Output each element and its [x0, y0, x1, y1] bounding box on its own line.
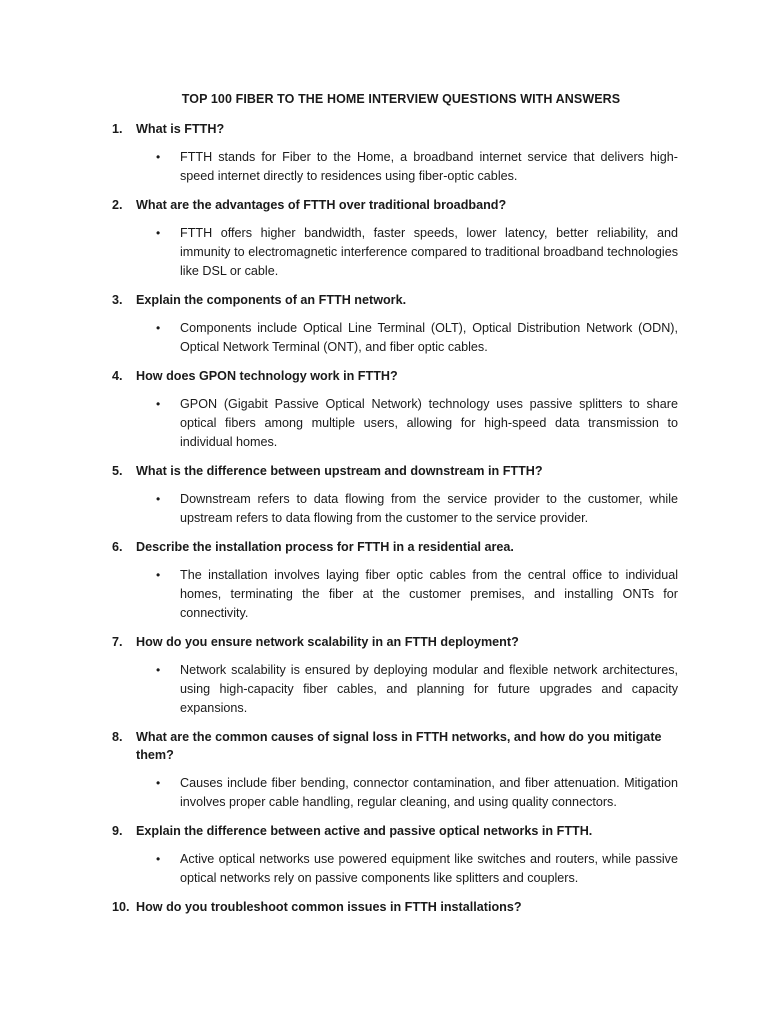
question	[112, 120, 678, 138]
question-number: 5.	[112, 464, 123, 478]
question-text: How do you ensure network scalability in an FTTH deployment?	[136, 635, 519, 649]
question	[112, 462, 678, 480]
question-number: 10.	[112, 900, 130, 914]
qa-item	[112, 898, 678, 916]
question	[112, 822, 678, 840]
bullet-icon: •	[156, 397, 161, 411]
question	[112, 728, 678, 764]
question-list	[112, 120, 678, 916]
answer	[156, 774, 678, 812]
question	[112, 367, 678, 385]
question-number: 3.	[112, 293, 123, 307]
answer-text: GPON (Gigabit Passive Optical Network) technology uses passive splitters to share optical fibers among multiple users, allowing for high-speed data transmission to individual homes.	[180, 397, 678, 449]
qa-item	[112, 291, 678, 357]
answer-text: Active optical networks use powered equipment like switches and routers, while passive optical networks rely on passive components like splitters and couplers.	[180, 852, 678, 885]
question-number: 2.	[112, 198, 123, 212]
question-text: Describe the installation process for FTTH in a residential area.	[136, 540, 514, 554]
qa-item	[112, 196, 678, 281]
question-text: Explain the difference between active and passive optical networks in FTTH.	[136, 824, 593, 838]
question-text: What is the difference between upstream and downstream in FTTH?	[136, 464, 543, 478]
answer-text: Causes include fiber bending, connector contamination, and fiber attenuation. Mitigation involves proper cable handling, regular cleaning, and using quality connectors.	[180, 776, 678, 809]
question-text: What is FTTH?	[136, 122, 225, 136]
answer	[156, 224, 678, 281]
question	[112, 633, 678, 651]
answer	[156, 490, 678, 528]
question-number: 7.	[112, 635, 123, 649]
bullet-icon: •	[156, 663, 161, 677]
question	[112, 538, 678, 556]
question-number: 8.	[112, 730, 123, 744]
answer	[156, 319, 678, 357]
answer-text: FTTH stands for Fiber to the Home, a broadband internet service that delivers high-speed internet directly to residences using fiber-optic cables.	[180, 150, 678, 183]
question	[112, 898, 678, 916]
answer-text: Network scalability is ensured by deploying modular and flexible network architectures, using high-capacity fiber cables, and planning for future upgrades and capacity expansions.	[180, 663, 678, 715]
qa-item	[112, 822, 678, 888]
question-number: 9.	[112, 824, 123, 838]
bullet-icon: •	[156, 226, 161, 240]
bullet-icon: •	[156, 568, 161, 582]
question-number: 4.	[112, 369, 123, 383]
question-text: How does GPON technology work in FTTH?	[136, 369, 398, 383]
bullet-icon: •	[156, 776, 161, 790]
answer-text: FTTH offers higher bandwidth, faster speeds, lower latency, better reliability, and immunity to electromagnetic interference compared to traditional broadband technologies like DSL or cable.	[180, 226, 678, 278]
answer	[156, 661, 678, 718]
question	[112, 291, 678, 309]
answer	[156, 566, 678, 623]
question-text: What are the advantages of FTTH over traditional broadband?	[136, 198, 507, 212]
answer-text: The installation involves laying fiber optic cables from the central office to individual homes, terminating the fiber at the customer premises, and installing ONTs for connectivity.	[180, 568, 678, 620]
bullet-icon: •	[156, 150, 161, 164]
qa-item	[112, 538, 678, 623]
qa-item	[112, 462, 678, 528]
question-number: 1.	[112, 122, 123, 136]
question-text: Explain the components of an FTTH network.	[136, 293, 407, 307]
question-text: What are the common causes of signal loss in FTTH networks, and how do you mitigate them?	[136, 730, 662, 762]
answer-text: Components include Optical Line Terminal (OLT), Optical Distribution Network (ODN), Optical Network Terminal (ONT), and fiber optic cables.	[180, 321, 678, 354]
bullet-icon: •	[156, 321, 161, 335]
qa-item	[112, 120, 678, 186]
question	[112, 196, 678, 214]
qa-item	[112, 728, 678, 812]
qa-item	[112, 367, 678, 452]
bullet-icon: •	[156, 492, 161, 506]
document-title: TOP 100 FIBER TO THE HOME INTERVIEW QUESTIONS WITH ANSWERS	[181, 92, 621, 106]
answer-text: Downstream refers to data flowing from the service provider to the customer, while upstream refers to data flowing from the customer to the service provider.	[180, 492, 678, 525]
question-text: How do you troubleshoot common issues in FTTH installations?	[136, 900, 522, 914]
answer	[156, 148, 678, 186]
bullet-icon: •	[156, 852, 161, 866]
question-number: 6.	[112, 540, 123, 554]
qa-item	[112, 633, 678, 718]
answer	[156, 395, 678, 452]
answer	[156, 850, 678, 888]
